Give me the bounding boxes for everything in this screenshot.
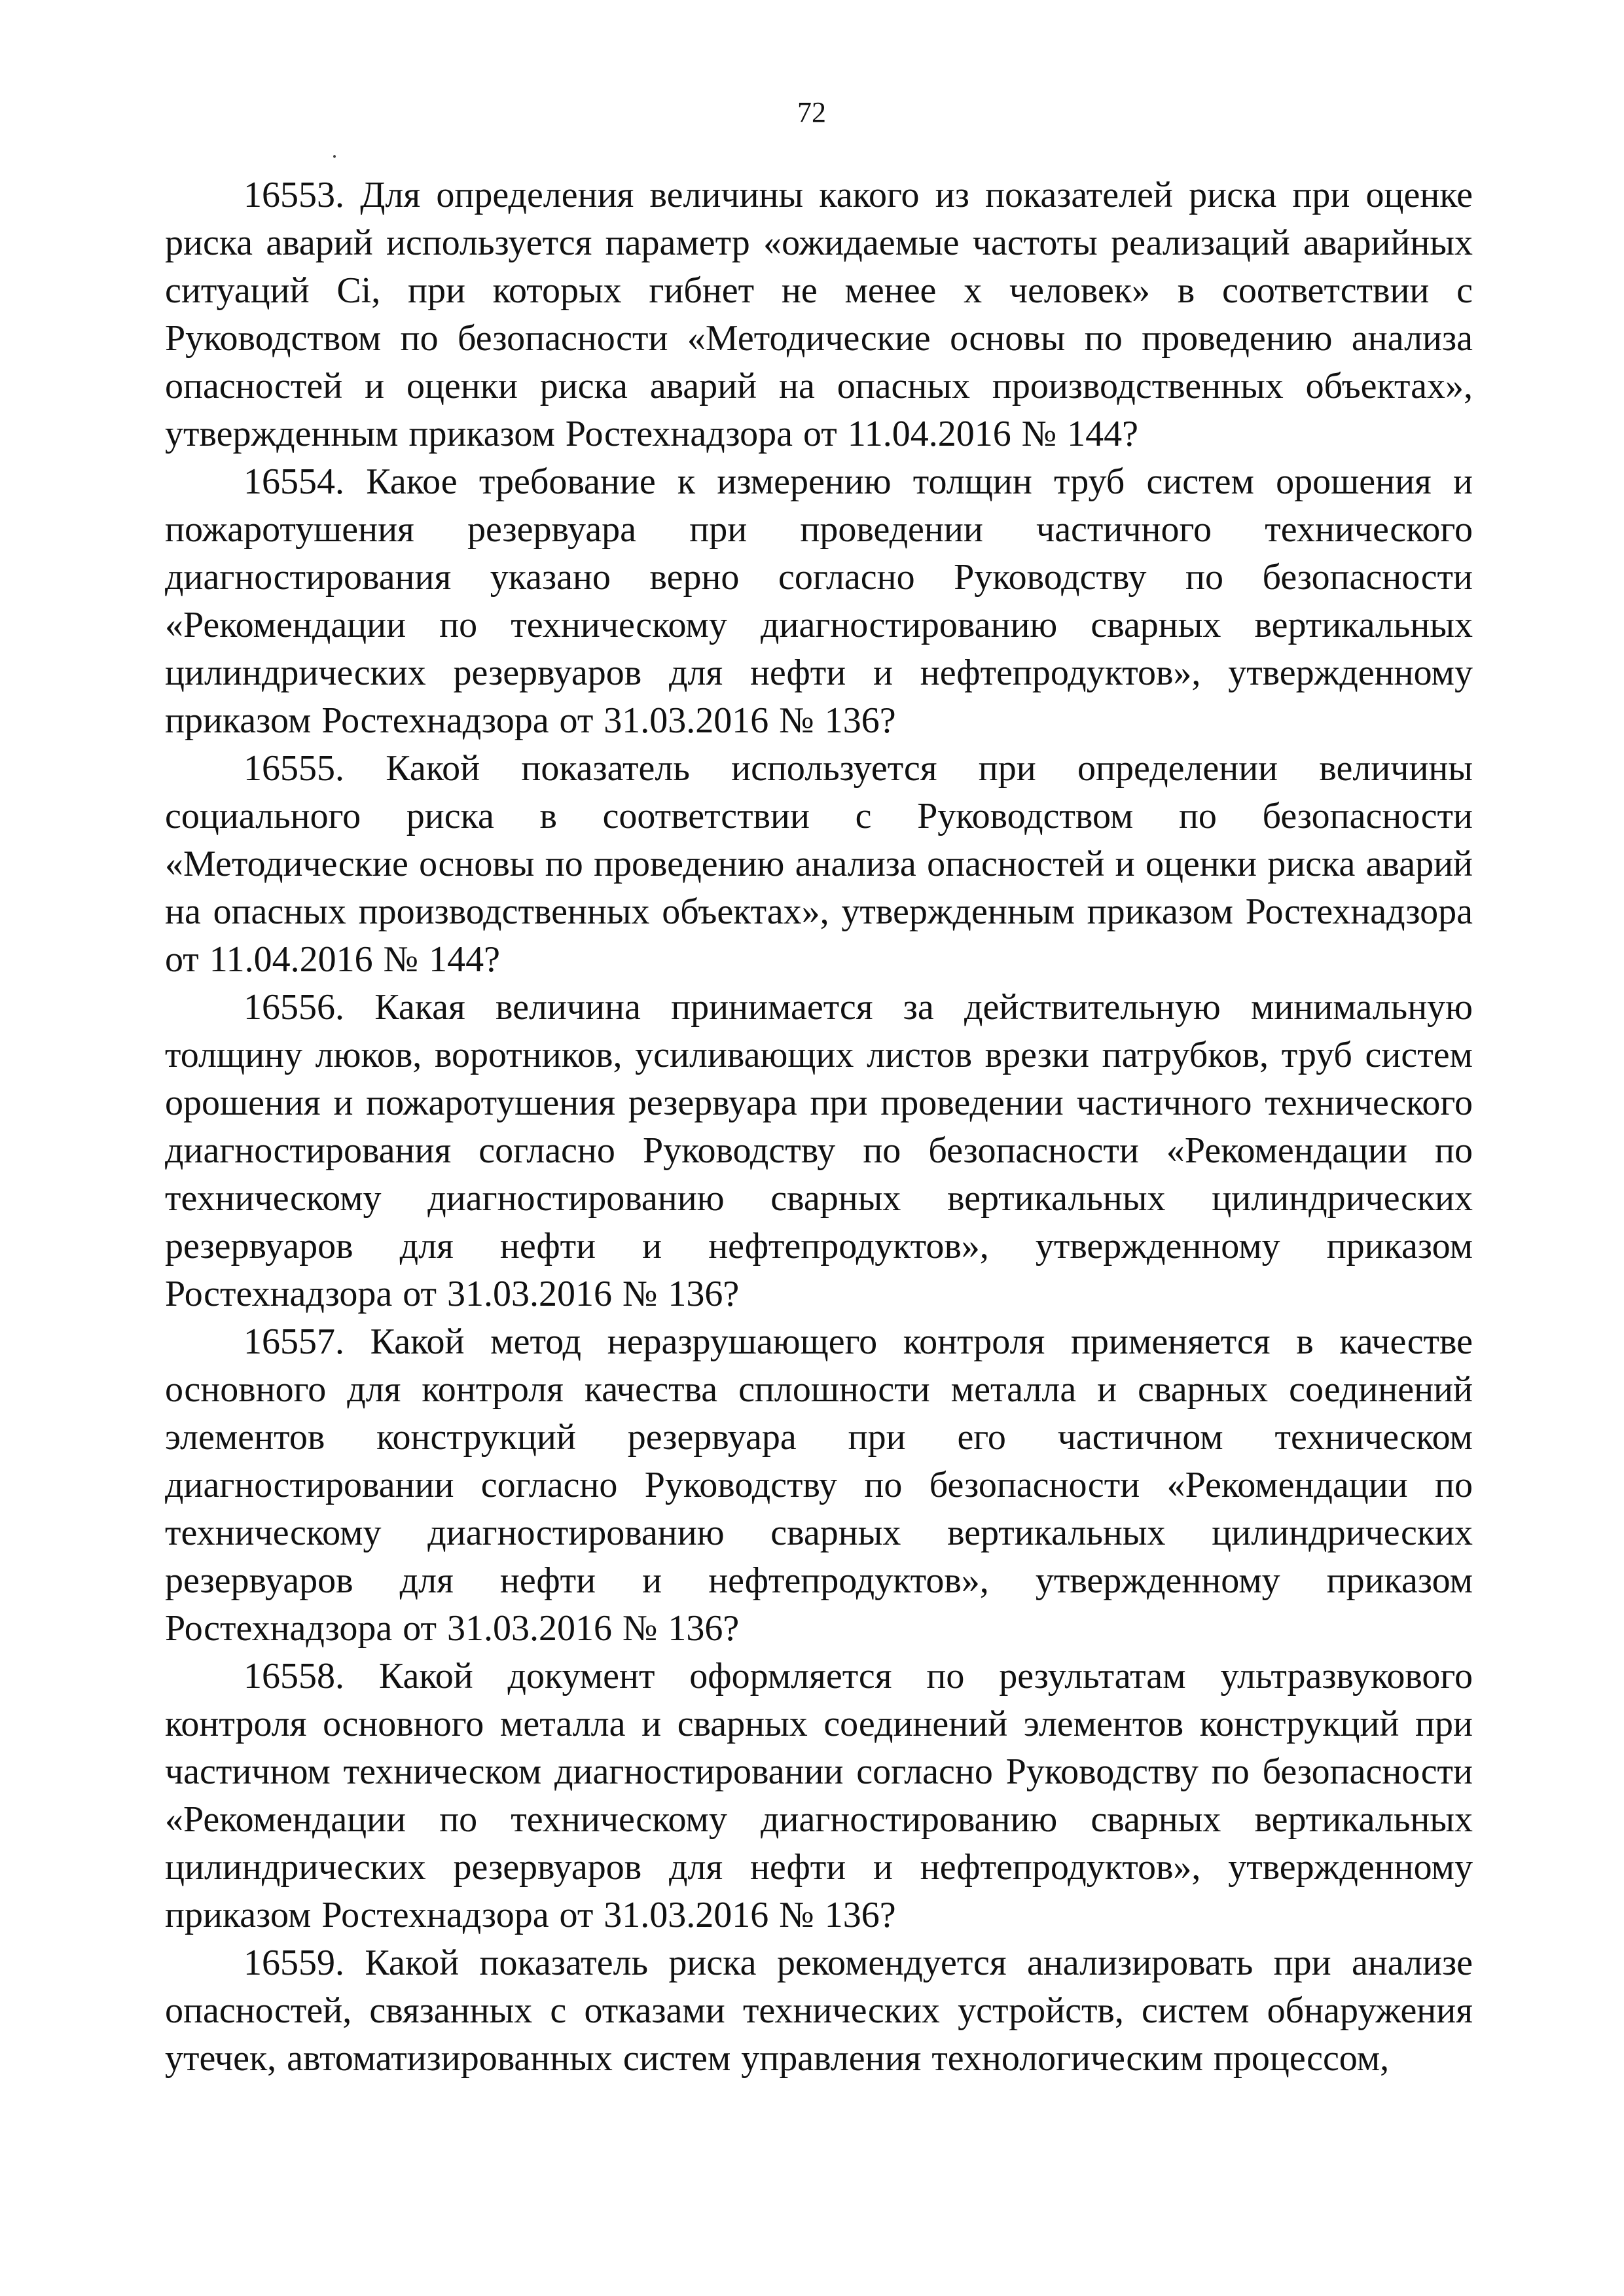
question-16553 (165, 171, 1473, 458)
question-text: Какой метод неразрушающего контроля применяется в качестве основного для контроля качества сплошности металла и сварных соединений элементов конструкций резервуара при его частичном техническом диагностировании согласно Руководству по безопасности «Рекомендации по техническому диагностированию сварных вертикальных цилиндрических резервуаров для нефти и нефтепродуктов», утвержденному приказом Ростехнадзора от 31.03.2016 № 136? (165, 1321, 1473, 1649)
question-16557 (165, 1318, 1473, 1653)
question-text: Для определения величины какого из показателей риска при оценке риска аварий используется параметр «ожидаемые частоты реализаций аварийных ситуаций Ci, при которых гибнет не менее x человек» в соответствии с Руководством по безопасности «Методические основы по проведению анализа опасностей и оценки риска аварий на опасных производственных объектах», утвержденным приказом Ростехнадзора от 11.04.2016 № 144? (165, 175, 1473, 454)
question-16558 (165, 1653, 1473, 1939)
question-number: 16559. (244, 1943, 344, 1983)
question-text: Какой показатель риска рекомендуется анализировать при анализе опасностей, связанных с отказами технических устройств, систем обнаружения утечек, автоматизированных систем управления технологическим процессом, (165, 1943, 1473, 2079)
question-number: 16557. (244, 1321, 344, 1362)
question-16554 (165, 458, 1473, 745)
question-list (165, 171, 1473, 2083)
question-16556 (165, 984, 1473, 1318)
page-number: 72 (797, 96, 826, 128)
scan-speck (333, 155, 336, 158)
question-text: Какая величина принимается за действительную минимальную толщину люков, воротников, усиливающих листов врезки патрубков, труб систем орошения и пожаротушения резервуара при проведении частичного технического диагностирования согласно Руководству по безопасности «Рекомендации по техническому диагностированию сварных вертикальных цилиндрических резервуаров для нефти и нефтепродуктов», утвержденному приказом Ростехнадзора от 31.03.2016 № 136? (165, 987, 1473, 1314)
question-number: 16553. (244, 175, 344, 215)
question-number: 16556. (244, 987, 344, 1028)
question-16555 (165, 745, 1473, 984)
question-number: 16555. (244, 748, 344, 789)
question-text: Какое требование к измерению толщин труб систем орошения и пожаротушения резервуара при проведении частичного технического диагностирования указано верно согласно Руководству по безопасности «Рекомендации по техническому диагностированию сварных вертикальных цилиндрических резервуаров для нефти и нефтепродуктов», утвержденному приказом Ростехнадзора от 31.03.2016 № 136? (165, 461, 1473, 741)
question-16559 (165, 1939, 1473, 2083)
question-number: 16558. (244, 1656, 344, 1696)
question-text: Какой показатель используется при определении величины социального риска в соответствии с Руководством по безопасности «Методические основы по проведению анализа опасностей и оценки риска аварий на опасных производственных объектах», утвержденным приказом Ростехнадзора от 11.04.2016 № 144? (165, 748, 1473, 980)
question-text: Какой документ оформляется по результатам ультразвукового контроля основного металла и сварных соединений элементов конструкций при частичном техническом диагностировании согласно Руководству по безопасности «Рекомендации по техническому диагностированию сварных вертикальных цилиндрических резервуаров для нефти и нефтепродуктов», утвержденному приказом Ростехнадзора от 31.03.2016 № 136? (165, 1656, 1473, 1935)
question-number: 16554. (244, 461, 344, 502)
